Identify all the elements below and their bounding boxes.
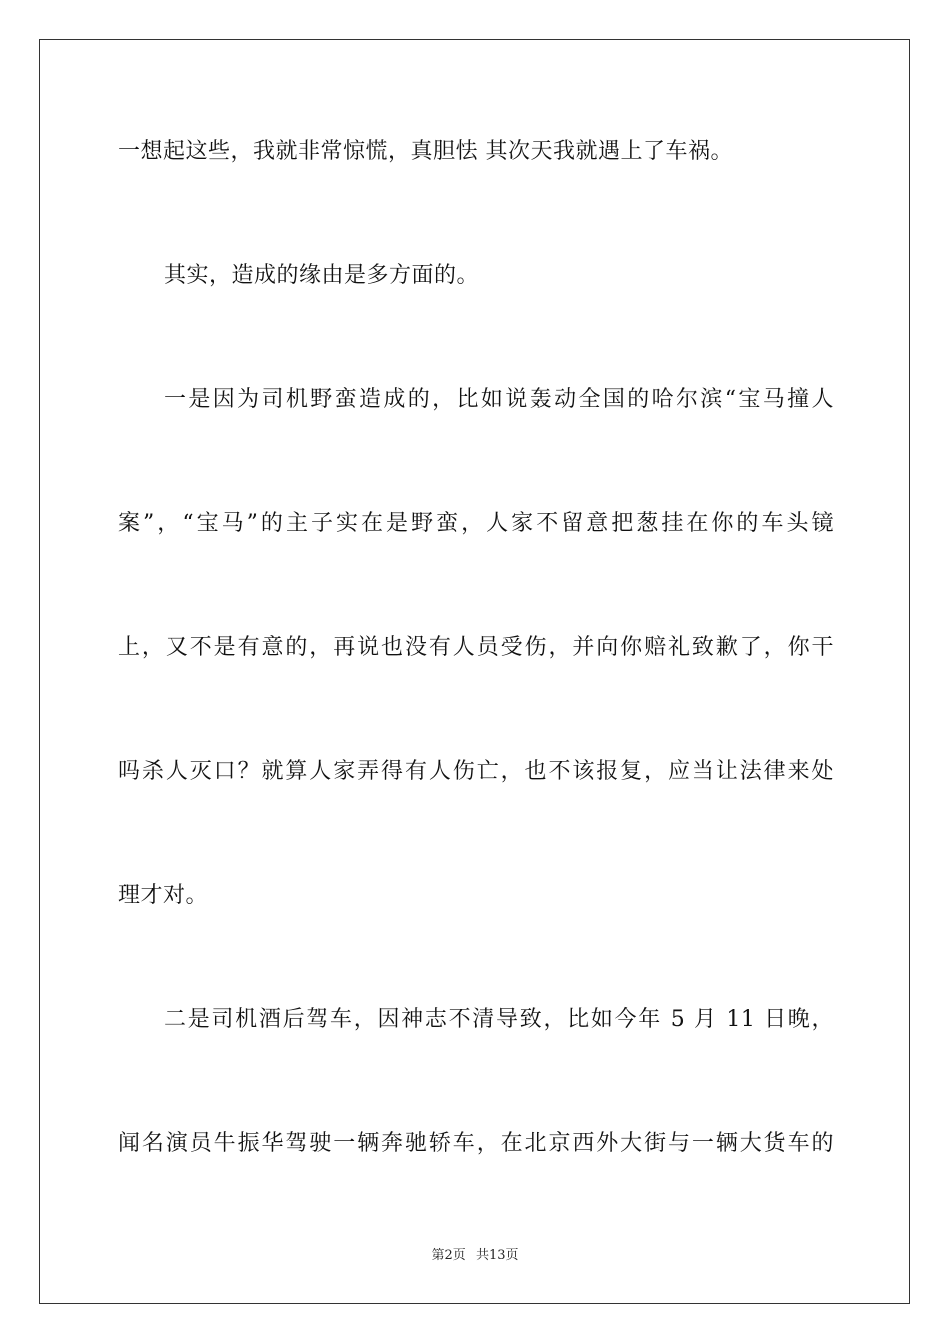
body-line-3: 一是因为司机野蛮造成的，比如说轰动全国的哈尔滨“宝马撞人 <box>164 387 834 412</box>
body-line-4: 案”，“宝马”的主子实在是野蛮，人家不留意把葱挂在你的车头镜 <box>118 511 834 536</box>
body-line-5: 上，又不是有意的，再说也没有人员受伤，并向你赔礼致歉了，你干 <box>118 635 834 660</box>
body-line-9: 闻名演员牛振华驾驶一辆奔驰轿车，在北京西外大街与一辆大货车的 <box>118 1131 834 1156</box>
page-total: 共13页 <box>475 1248 519 1263</box>
page-footer <box>0 1247 950 1265</box>
body-line-8: 二是司机酒后驾车，因神志不清导致，比如今年 5 月 11 日晚， <box>164 1007 834 1032</box>
body-line-1: 一想起这些，我就非常惊慌，真胆怯 其次天我就遇上了车祸。 <box>118 139 733 164</box>
page-number: 第2页 <box>431 1248 466 1263</box>
body-line-2: 其实，造成的缘由是多方面的。 <box>164 263 480 288</box>
page-border <box>39 39 910 1304</box>
body-line-6: 吗杀人灭口？就算人家弄得有人伤亡，也不该报复，应当让法律来处 <box>118 759 834 784</box>
body-line-7: 理才对。 <box>118 883 209 908</box>
